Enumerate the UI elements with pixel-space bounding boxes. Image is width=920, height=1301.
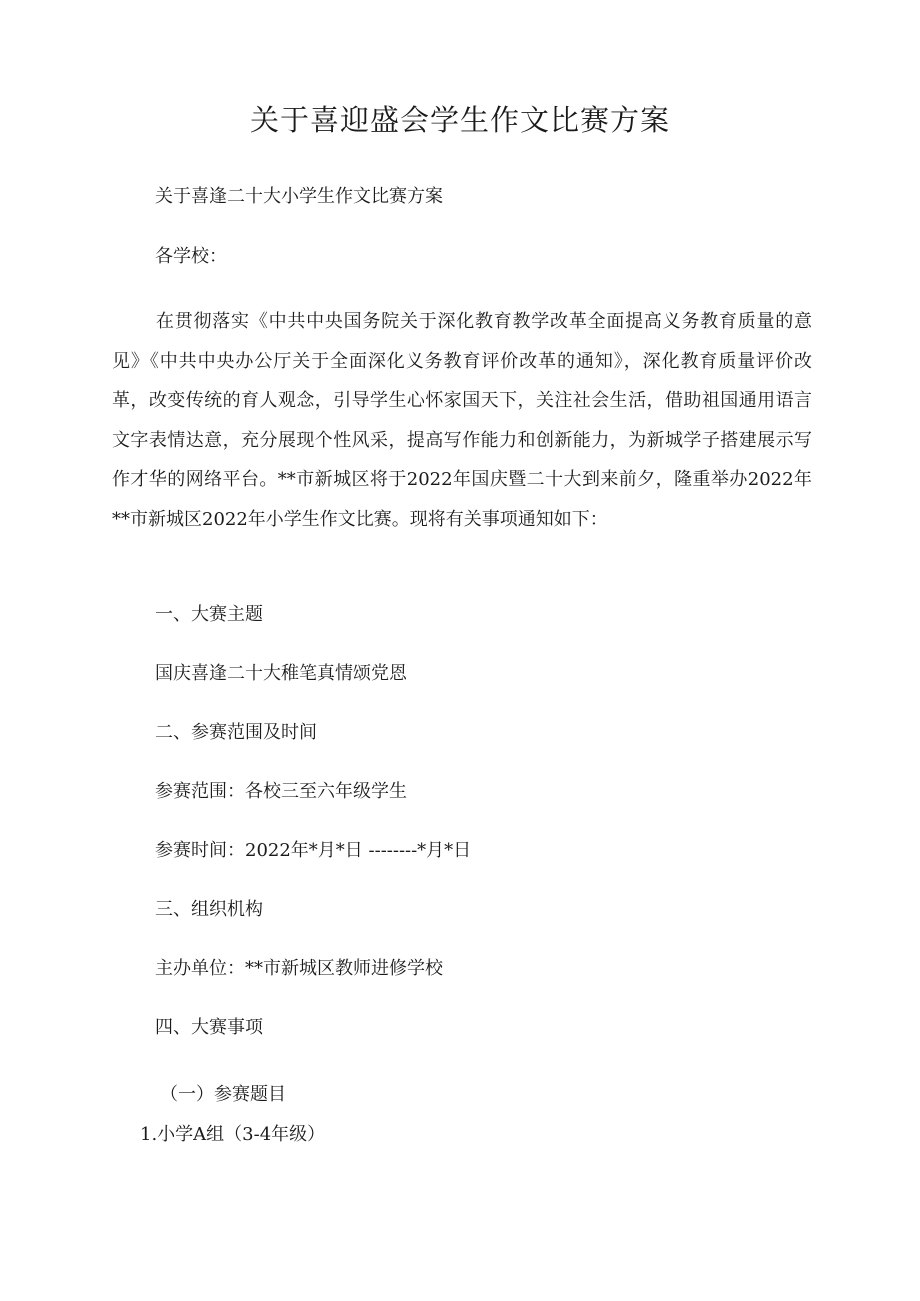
document-title: 关于喜迎盛会学生作文比赛方案 — [249, 103, 670, 137]
section-1-theme: 国庆喜逢二十大稚笔真情颂党恩 — [155, 663, 407, 684]
section-4-subheading: （一）参赛题目 — [160, 1084, 286, 1105]
section-2-heading: 二、参赛范围及时间 — [155, 722, 317, 743]
section-2-time: 参赛时间：2022年*月*日 --------*月*日 — [155, 840, 472, 861]
intro-paragraph: 在贯彻落实《中共中央国务院关于深化教育教学改革全面提高义务教育质量的意见》《中共中央办公厅关于全面深化义务教育评价改革的通知》，深化教育质量评价改革，改变传统的育人观念，引导学生心怀家国天下，关注社会生活，借助祖国通用语言文字表情达意，充分展现个性风采，提高写作能力和创新能力，为新城学子搭建展示写作才华的网络平台。**市新城区将于2022年国庆暨二十大到来前夕，隆重举办2022年**市新城区2022年小学生作文比赛。现将有关事项通知如下： — [112, 311, 812, 530]
section-4-item-1: 1.小学A组（3-4年级） — [140, 1124, 326, 1145]
section-1-heading: 一、大赛主题 — [155, 604, 263, 625]
section-2-scope: 参赛范围：各校三至六年级学生 — [155, 781, 407, 802]
document-subtitle: 关于喜逢二十大小学生作文比赛方案 — [155, 186, 443, 207]
section-3-organizer: 主办单位：**市新城区教师进修学校 — [155, 958, 443, 979]
salutation: 各学校： — [155, 246, 227, 267]
section-4-heading: 四、大赛事项 — [155, 1017, 263, 1038]
section-3-heading: 三、组织机构 — [155, 899, 263, 920]
